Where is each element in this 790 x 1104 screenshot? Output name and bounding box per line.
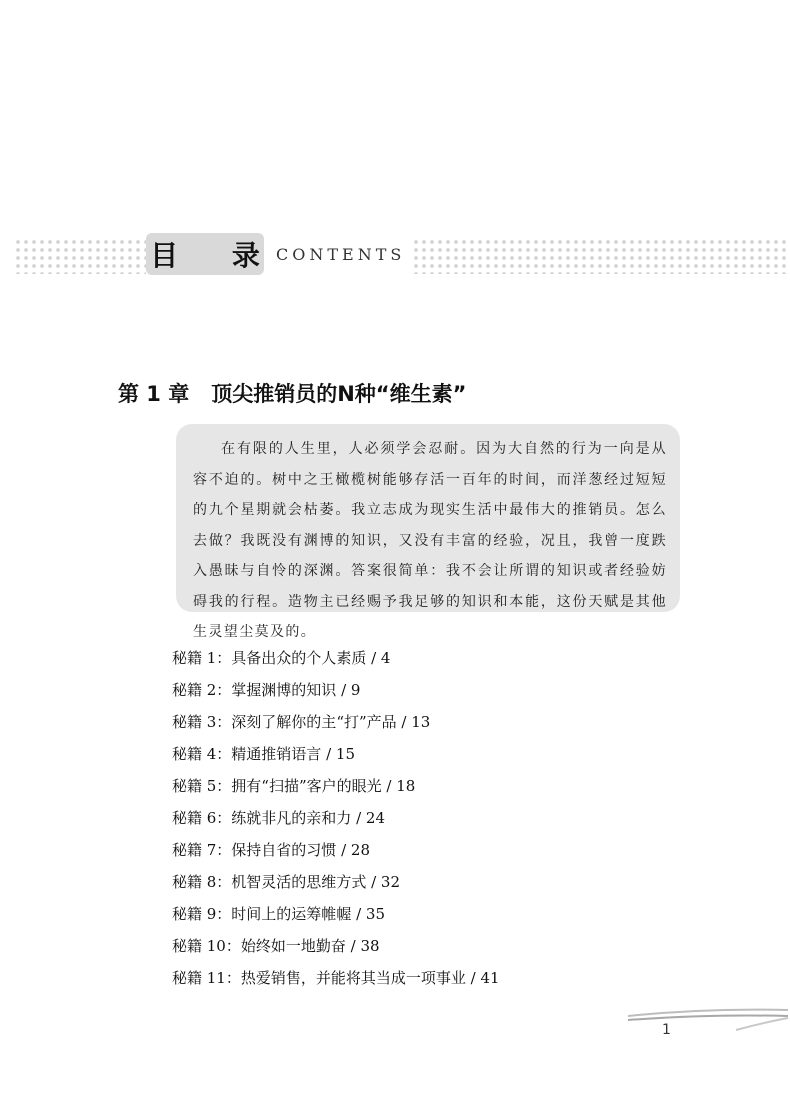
chapter-title: 顶尖推销员的N种“维生素” bbox=[211, 382, 467, 406]
chapter-quote-text: 在有限的人生里，人必须学会忍耐。因为大自然的行为一向是从容不迫的。树中之王橄榄树能够存活一百年的时间，而洋葱经过短短的九个星期就会枯萎。我立志成为现实生活中最伟大的推销员。怎么去做？我既没有渊博的知识，又没有丰富的经验，况且，我曾一度跌入愚昧与自怜的深渊。答案很简单：我不会让所谓的知识或者经验妨碍我的行程。造物主已经赐予我足够的知识和本能，这份天赋是其他生灵望尘莫及的。 bbox=[193, 441, 667, 640]
chapter-number: 第 1 章 bbox=[118, 382, 190, 406]
contents-label: CONTENTS bbox=[276, 245, 406, 264]
page-curl-decoration bbox=[626, 1004, 790, 1034]
toc-list bbox=[172, 642, 500, 994]
toc-item[interactable]: 秘籍 3：深刻了解你的主“打”产品 / 13 bbox=[172, 713, 431, 731]
page-number: 1 bbox=[662, 1022, 671, 1038]
toc-item[interactable]: 秘籍 5：拥有“扫描”客户的眼光 / 18 bbox=[172, 777, 416, 795]
toc-item[interactable]: 秘籍 4：精通推销语言 / 15 bbox=[172, 745, 355, 763]
dot-pattern-right bbox=[412, 238, 788, 274]
toc-item[interactable]: 秘籍 11：热爱销售，并能将其当成一项事业 / 41 bbox=[172, 969, 500, 987]
toc-item[interactable]: 秘籍 7：保持自省的习惯 / 28 bbox=[172, 841, 370, 859]
toc-title: 目 录 bbox=[150, 239, 282, 272]
dot-pattern-left bbox=[14, 238, 146, 274]
toc-item[interactable]: 秘籍 2：掌握渊博的知识 / 9 bbox=[172, 681, 361, 699]
toc-item[interactable]: 秘籍 9：时间上的运筹帷幄 / 35 bbox=[172, 905, 385, 923]
toc-title-box bbox=[146, 233, 282, 275]
chapter-quote-box bbox=[176, 424, 680, 640]
toc-item[interactable]: 秘籍 8：机智灵活的思维方式 / 32 bbox=[172, 873, 400, 891]
chapter-heading bbox=[118, 378, 466, 408]
toc-item[interactable]: 秘籍 10：始终如一地勤奋 / 38 bbox=[172, 937, 380, 955]
toc-item[interactable]: 秘籍 6：练就非凡的亲和力 / 24 bbox=[172, 809, 385, 827]
toc-item[interactable]: 秘籍 1：具备出众的个人素质 / 4 bbox=[172, 649, 391, 667]
